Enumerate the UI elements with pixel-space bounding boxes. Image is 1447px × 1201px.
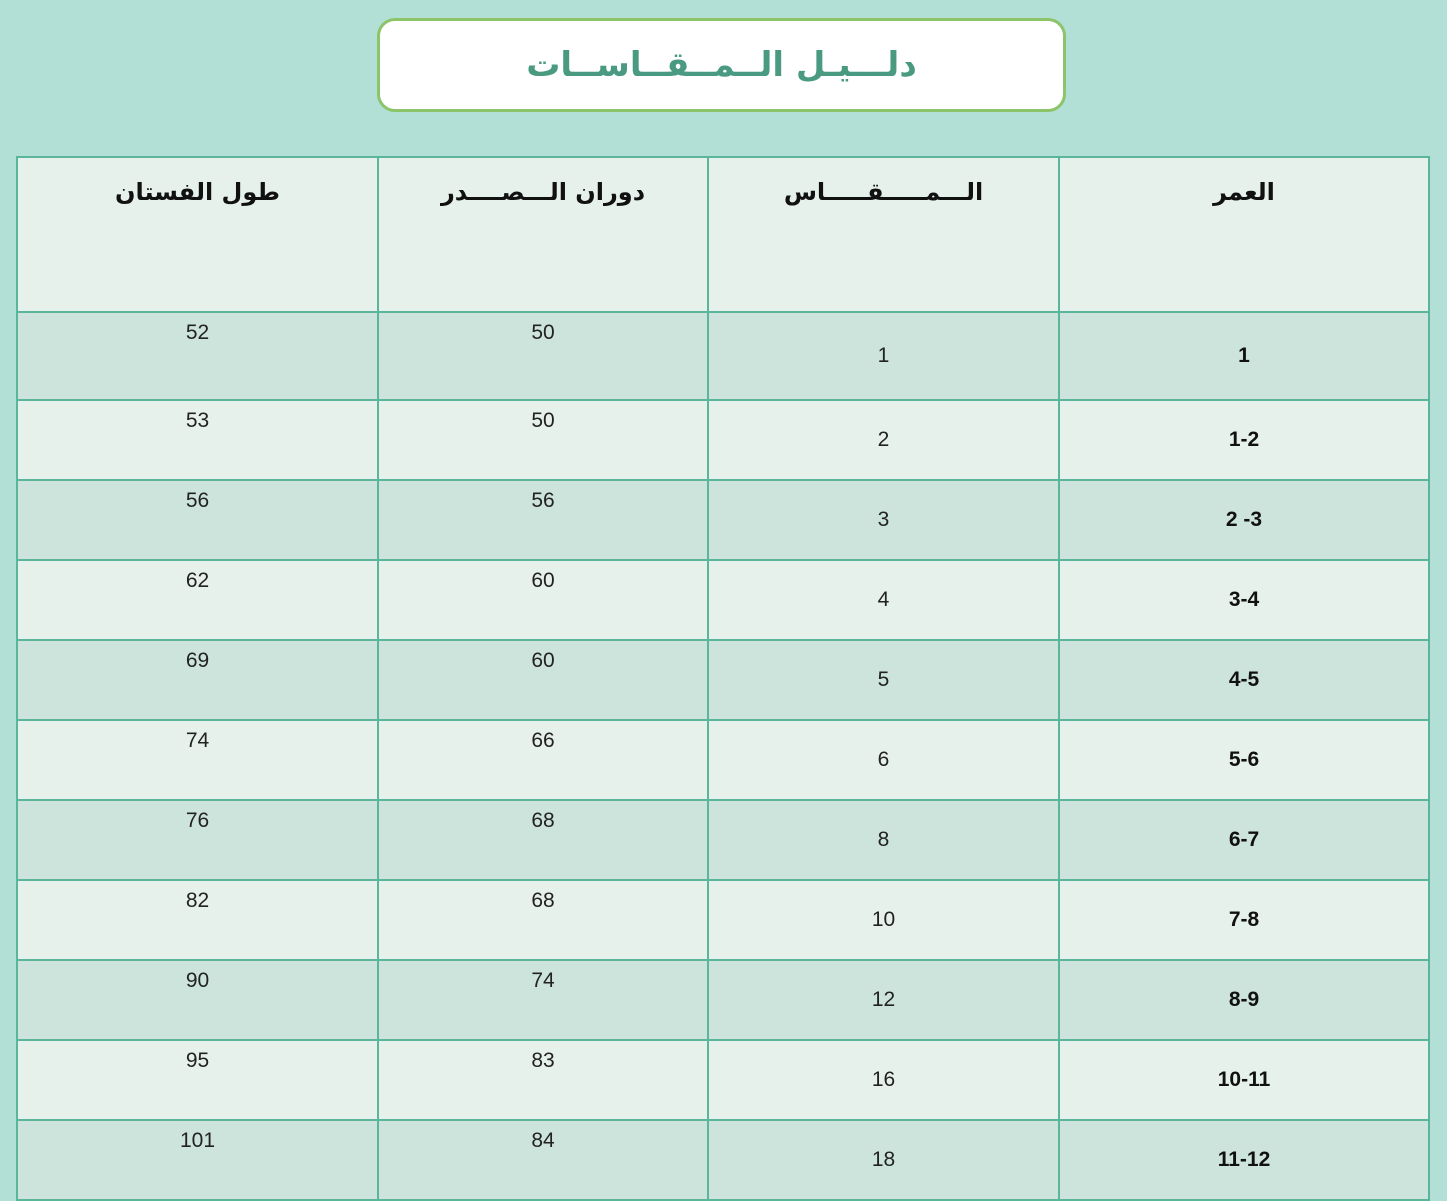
table-row [17,1120,1429,1200]
chest-cell: 74 [378,960,708,1040]
table-row [17,720,1429,800]
dress-length-cell: 62 [17,560,378,640]
dress-length-cell: 53 [17,400,378,480]
chest-cell: 56 [378,480,708,560]
chest-cell: 84 [378,1120,708,1200]
table-row [17,312,1429,400]
table-row [17,640,1429,720]
dress-length-cell: 52 [17,312,378,400]
age-cell: 3-4 [1059,560,1429,640]
size-cell: 18 [708,1120,1059,1200]
size-cell: 5 [708,640,1059,720]
table-row [17,880,1429,960]
table-row [17,800,1429,880]
size-cell: 6 [708,720,1059,800]
chest-cell: 68 [378,880,708,960]
header-dress-length: طول الفستان [17,157,378,312]
size-cell: 1 [708,312,1059,400]
chest-cell: 50 [378,400,708,480]
table-row [17,560,1429,640]
table-row [17,1040,1429,1120]
header-row [17,157,1429,312]
table-row [17,960,1429,1040]
chest-cell: 60 [378,640,708,720]
age-cell: 11-12 [1059,1120,1429,1200]
age-cell: 1-2 [1059,400,1429,480]
chest-cell: 68 [378,800,708,880]
size-cell: 3 [708,480,1059,560]
header-age: العمر [1059,157,1429,312]
dress-length-cell: 56 [17,480,378,560]
header-size: الـــمـــــقـــــاس [708,157,1059,312]
age-cell: 6-7 [1059,800,1429,880]
title-box [377,18,1066,112]
age-cell: 1 [1059,312,1429,400]
age-cell: 5-6 [1059,720,1429,800]
size-cell: 4 [708,560,1059,640]
table-row [17,400,1429,480]
dress-length-cell: 76 [17,800,378,880]
dress-length-cell: 69 [17,640,378,720]
age-cell: 2 -3 [1059,480,1429,560]
chest-cell: 83 [378,1040,708,1120]
size-cell: 8 [708,800,1059,880]
size-cell: 2 [708,400,1059,480]
header-chest: دوران الـــصــــدر [378,157,708,312]
size-chart-table [16,156,1430,1201]
size-cell: 10 [708,880,1059,960]
dress-length-cell: 101 [17,1120,378,1200]
size-cell: 12 [708,960,1059,1040]
chest-cell: 50 [378,312,708,400]
dress-length-cell: 82 [17,880,378,960]
age-cell: 4-5 [1059,640,1429,720]
dress-length-cell: 74 [17,720,378,800]
dress-length-cell: 95 [17,1040,378,1120]
table-row [17,480,1429,560]
page-title: دلـــيـل الــمــقــاســات [526,45,917,85]
chest-cell: 60 [378,560,708,640]
dress-length-cell: 90 [17,960,378,1040]
age-cell: 7-8 [1059,880,1429,960]
age-cell: 10-11 [1059,1040,1429,1120]
age-cell: 8-9 [1059,960,1429,1040]
size-cell: 16 [708,1040,1059,1120]
chest-cell: 66 [378,720,708,800]
